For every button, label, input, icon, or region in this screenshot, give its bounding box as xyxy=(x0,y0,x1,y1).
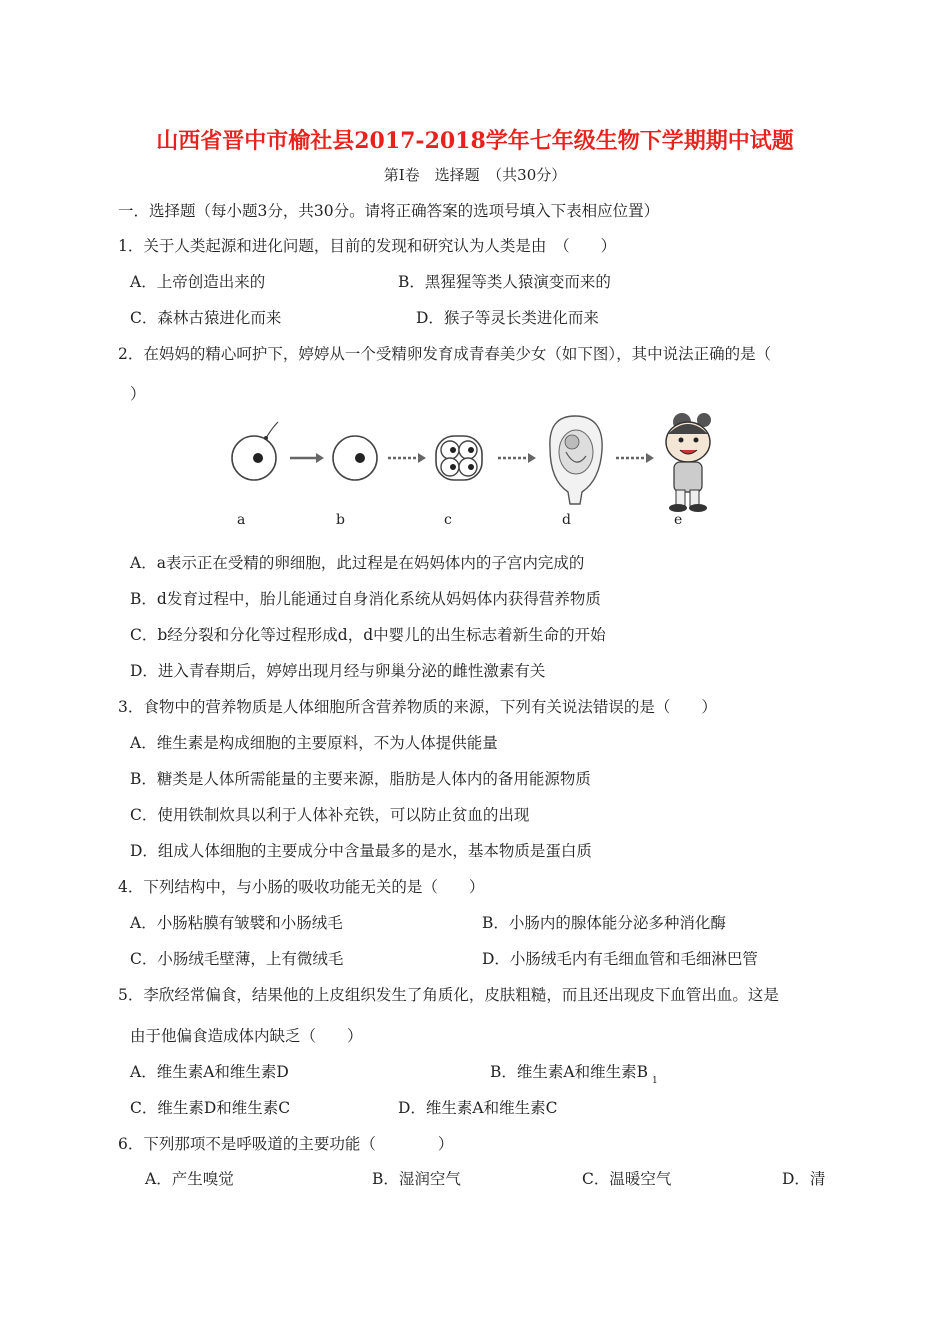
question-4-option-a: A．小肠粘膜有皱襞和小肠绒毛 xyxy=(130,914,343,932)
option-b-text: B．维生素A和维生素B xyxy=(490,1063,648,1081)
question-4-option-d: D．小肠绒毛内有毛细血管和毛细淋巴管 xyxy=(482,950,758,968)
question-5-stem: 5．李欣经常偏食，结果他的上皮组织发生了角质化，皮肤粗糙，而且还出现皮下血管出血。这是 xyxy=(118,986,779,1004)
question-1-stem: 1．关于人类起源和进化问题，目前的发现和研究认为人类是由 （ ） xyxy=(118,237,617,255)
question-6-option-c: C．温暖空气 xyxy=(582,1170,672,1188)
question-2-option-b: B．d发育过程中，胎儿能通过自身消化系统从妈妈体内获得营养物质 xyxy=(130,590,601,608)
arrow-dotted-1 xyxy=(388,453,426,463)
fetus-d xyxy=(550,416,602,504)
figure-label-b: b xyxy=(336,512,345,528)
question-2-option-a: A．a表示正在受精的卵细胞，此过程是在妈妈体内的子宫内完成的 xyxy=(130,554,585,572)
question-2-stem-cont: ） xyxy=(130,385,146,403)
question-5-option-a: A．维生素A和维生素D xyxy=(130,1063,289,1081)
question-5-option-d: D．维生素A和维生素C xyxy=(398,1099,558,1117)
question-4-stem: 4．下列结构中，与小肠的吸收功能无关的是（ ） xyxy=(118,878,485,896)
egg-cell-a xyxy=(232,422,278,480)
question-2-stem: 2．在妈妈的精心呵护下，婷婷从一个受精卵发育成青春美少女（如下图），其中说法正确的是（ xyxy=(118,345,772,363)
cell-cluster-c xyxy=(436,436,482,480)
question-6-option-a: A．产生嗅觉 xyxy=(145,1170,234,1188)
question-1-option-a: A．上帝创造出来的 xyxy=(130,273,266,291)
question-6-option-b: B．湿润空气 xyxy=(372,1170,461,1188)
figure-label-d: d xyxy=(562,512,571,528)
question-6-option-d: D．清 xyxy=(782,1170,826,1188)
figure-label-e: e xyxy=(674,512,683,528)
figure-label-a: a xyxy=(237,512,246,528)
question-3-option-b: B．糖类是人体所需能量的主要来源，脂肪是人体内的备用能源物质 xyxy=(130,770,591,788)
question-3-stem: 3．食物中的营养物质是人体细胞所含营养物质的来源，下列有关说法错误的是（ ） xyxy=(118,698,717,716)
question-3-option-c: C．使用铁制炊具以利于人体补充铁，可以防止贫血的出现 xyxy=(130,806,530,824)
question-5-stem-cont: 由于他偏食造成体内缺乏（ ） xyxy=(130,1027,363,1045)
section-heading: 第Ⅰ卷 选择题 （共30分） xyxy=(383,166,567,184)
question-2-option-d: D．进入青春期后，婷婷出现月经与卵巢分泌的雌性激素有关 xyxy=(130,662,546,680)
question-6-stem: 6．下列那项不是呼吸道的主要功能（ ） xyxy=(118,1135,454,1153)
question-5-option-b xyxy=(490,1060,658,1086)
arrow-dotted-2 xyxy=(498,453,536,463)
arrow-dotted-3 xyxy=(616,453,654,463)
question-4-option-b: B．小肠内的腺体能分泌多种消化酶 xyxy=(482,914,726,932)
figure-label-c: c xyxy=(444,512,452,528)
zygote-b xyxy=(333,436,377,480)
question-5-option-c: C．维生素D和维生素C xyxy=(130,1099,291,1117)
girl-e xyxy=(666,413,711,512)
question-1-option-c: C．森林古猿进化而来 xyxy=(130,309,282,327)
page-title: 山西省晋中市榆社县2017-2018学年七年级生物下学期期中试题 xyxy=(156,128,794,154)
question-3-option-d: D．组成人体细胞的主要成分中含量最多的是水，基本物质是蛋白质 xyxy=(130,842,592,860)
question-1-option-b: B．黑猩猩等类人猿演变而来的 xyxy=(398,273,611,291)
question-2-option-c: C．b经分裂和分化等过程形成d，d中婴儿的出生标志着新生命的开始 xyxy=(130,626,606,644)
subscript-1: 1 xyxy=(651,1076,658,1086)
development-figure xyxy=(220,408,740,538)
question-3-option-a: A．维生素是构成细胞的主要原料，不为人体提供能量 xyxy=(130,734,498,752)
question-4-option-c: C．小肠绒毛壁薄，上有微绒毛 xyxy=(130,950,344,968)
instructions: 一．选择题（每小题3分，共30分。请将正确答案的选项号填入下表相应位置） xyxy=(118,202,660,220)
question-1-option-d: D．猴子等灵长类进化而来 xyxy=(416,309,599,327)
arrow-solid xyxy=(290,453,324,463)
